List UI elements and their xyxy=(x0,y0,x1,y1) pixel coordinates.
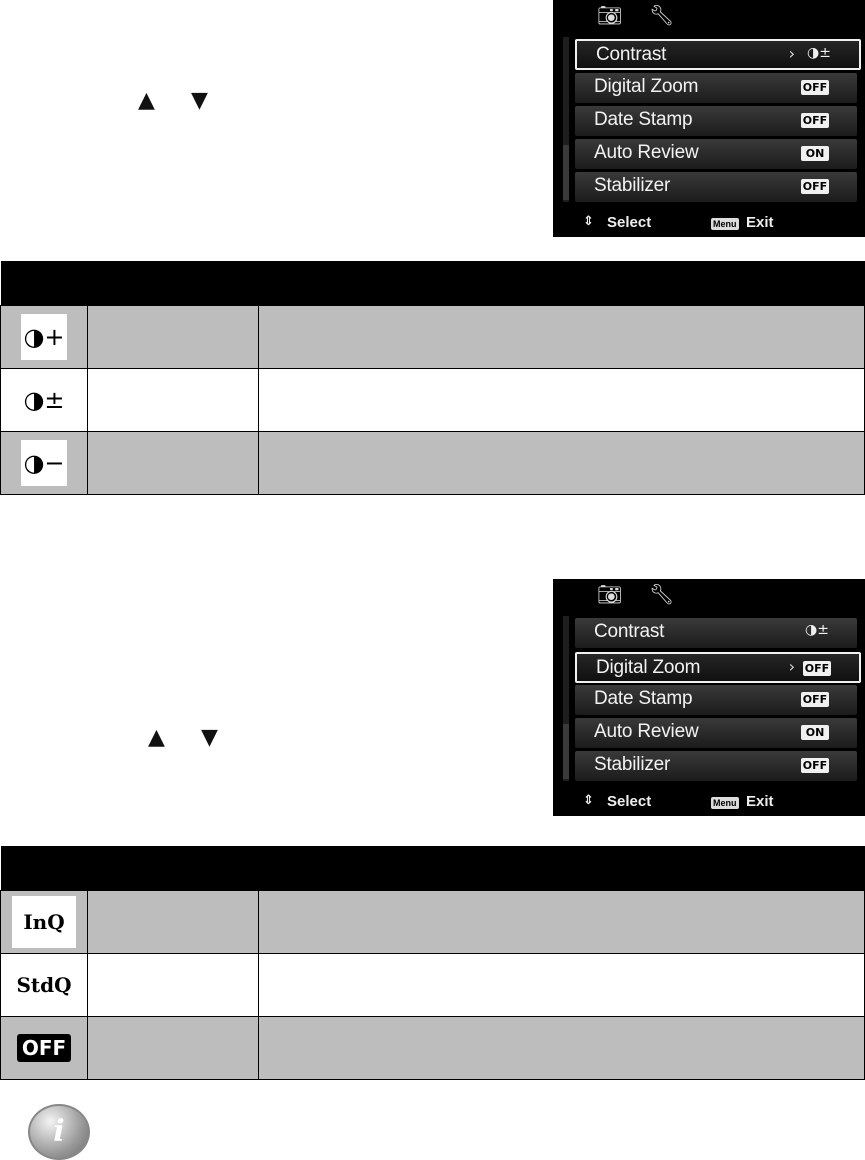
menu-item-label: Auto Review xyxy=(594,142,699,163)
menu-item-date-stamp[interactable] xyxy=(575,685,857,715)
menu-item-stabilizer[interactable] xyxy=(575,172,857,202)
value-badge: OFF xyxy=(804,662,830,675)
menu-item-auto-review[interactable] xyxy=(575,139,857,169)
intelligent-zoom-icon: InQ xyxy=(12,896,76,948)
menu-item-date-stamp[interactable] xyxy=(575,106,857,136)
footer-select-label: Select xyxy=(607,214,652,231)
camera-icon[interactable]: 📷︎ xyxy=(597,3,623,27)
menu-tab-bar xyxy=(553,579,865,609)
menu-item-label: Date Stamp xyxy=(594,688,693,709)
value-badge: OFF xyxy=(802,81,828,94)
down-arrow-icon: ▼ xyxy=(191,88,208,113)
menu-item-stabilizer[interactable] xyxy=(575,751,857,781)
table-row xyxy=(1,954,865,1017)
menu-item-contrast[interactable] xyxy=(575,39,861,70)
menu-item-auto-review[interactable] xyxy=(575,718,857,748)
info-icon: i xyxy=(28,1104,90,1160)
up-down-nav-icon: ⇕ xyxy=(583,793,594,808)
menu-footer xyxy=(553,209,865,237)
camera-icon[interactable]: 📷︎ xyxy=(597,582,623,606)
menu-tab-bar xyxy=(553,0,865,30)
chevron-right-icon: › xyxy=(788,44,795,63)
chevron-right-icon: › xyxy=(788,657,795,676)
value-badge: OFF xyxy=(802,759,828,772)
menu-footer xyxy=(553,788,865,816)
table-header-row xyxy=(1,261,865,306)
value-badge: OFF xyxy=(802,180,828,193)
value-badge: OFF xyxy=(802,114,828,127)
menu-item-label: Contrast xyxy=(596,44,667,65)
menu-item-label: Auto Review xyxy=(594,721,699,742)
down-arrow-icon: ▼ xyxy=(201,725,218,750)
table-row xyxy=(1,369,865,432)
up-arrow-icon: ▲ xyxy=(138,88,155,113)
footer-exit-label: Exit xyxy=(746,793,774,810)
menu-button-icon: Menu xyxy=(713,219,737,229)
table-row xyxy=(1,1017,865,1080)
up-arrow-icon: ▲ xyxy=(148,725,165,750)
table-row xyxy=(1,306,865,369)
contrast-normal-icon: ◑± xyxy=(21,377,67,423)
wrench-icon[interactable]: 🔧︎ xyxy=(649,3,675,27)
contrast-low-icon: ◑− xyxy=(21,440,67,486)
menu-item-digital-zoom[interactable] xyxy=(575,652,861,683)
scrollbar-thumb[interactable] xyxy=(563,145,569,200)
footer-select-label: Select xyxy=(607,793,652,810)
contrast-options-table xyxy=(0,261,865,495)
menu-item-digital-zoom[interactable] xyxy=(575,73,857,103)
wrench-icon[interactable]: 🔧︎ xyxy=(649,582,675,606)
camera-menu-screen-contrast xyxy=(553,0,865,237)
menu-item-label: Stabilizer xyxy=(594,175,671,196)
table-header-row xyxy=(1,846,865,891)
scrollbar-thumb[interactable] xyxy=(563,724,569,779)
menu-item-label: Contrast xyxy=(594,621,665,642)
contrast-high-icon: ◑+ xyxy=(21,314,67,360)
contrast-value-icon: ◑± xyxy=(805,622,829,638)
menu-item-label: Digital Zoom xyxy=(596,657,701,678)
value-badge: ON xyxy=(801,146,829,161)
table-row xyxy=(1,432,865,495)
standard-zoom-icon: StdQ xyxy=(12,959,76,1011)
menu-item-label: Stabilizer xyxy=(594,754,671,775)
zoom-off-icon: OFF xyxy=(17,1034,71,1062)
camera-menu-screen-digital-zoom xyxy=(553,579,865,816)
contrast-value-icon: ◑± xyxy=(807,45,831,61)
menu-item-label: Date Stamp xyxy=(594,109,693,130)
menu-item-label: Digital Zoom xyxy=(594,76,699,97)
digital-zoom-options-table xyxy=(0,846,865,1080)
up-down-nav-icon: ⇕ xyxy=(583,214,594,229)
menu-item-contrast[interactable] xyxy=(575,618,857,648)
value-badge: OFF xyxy=(802,693,828,706)
footer-exit-label: Exit xyxy=(746,214,774,231)
value-badge: ON xyxy=(801,725,829,740)
menu-button-icon: Menu xyxy=(713,798,737,808)
table-row xyxy=(1,891,865,954)
